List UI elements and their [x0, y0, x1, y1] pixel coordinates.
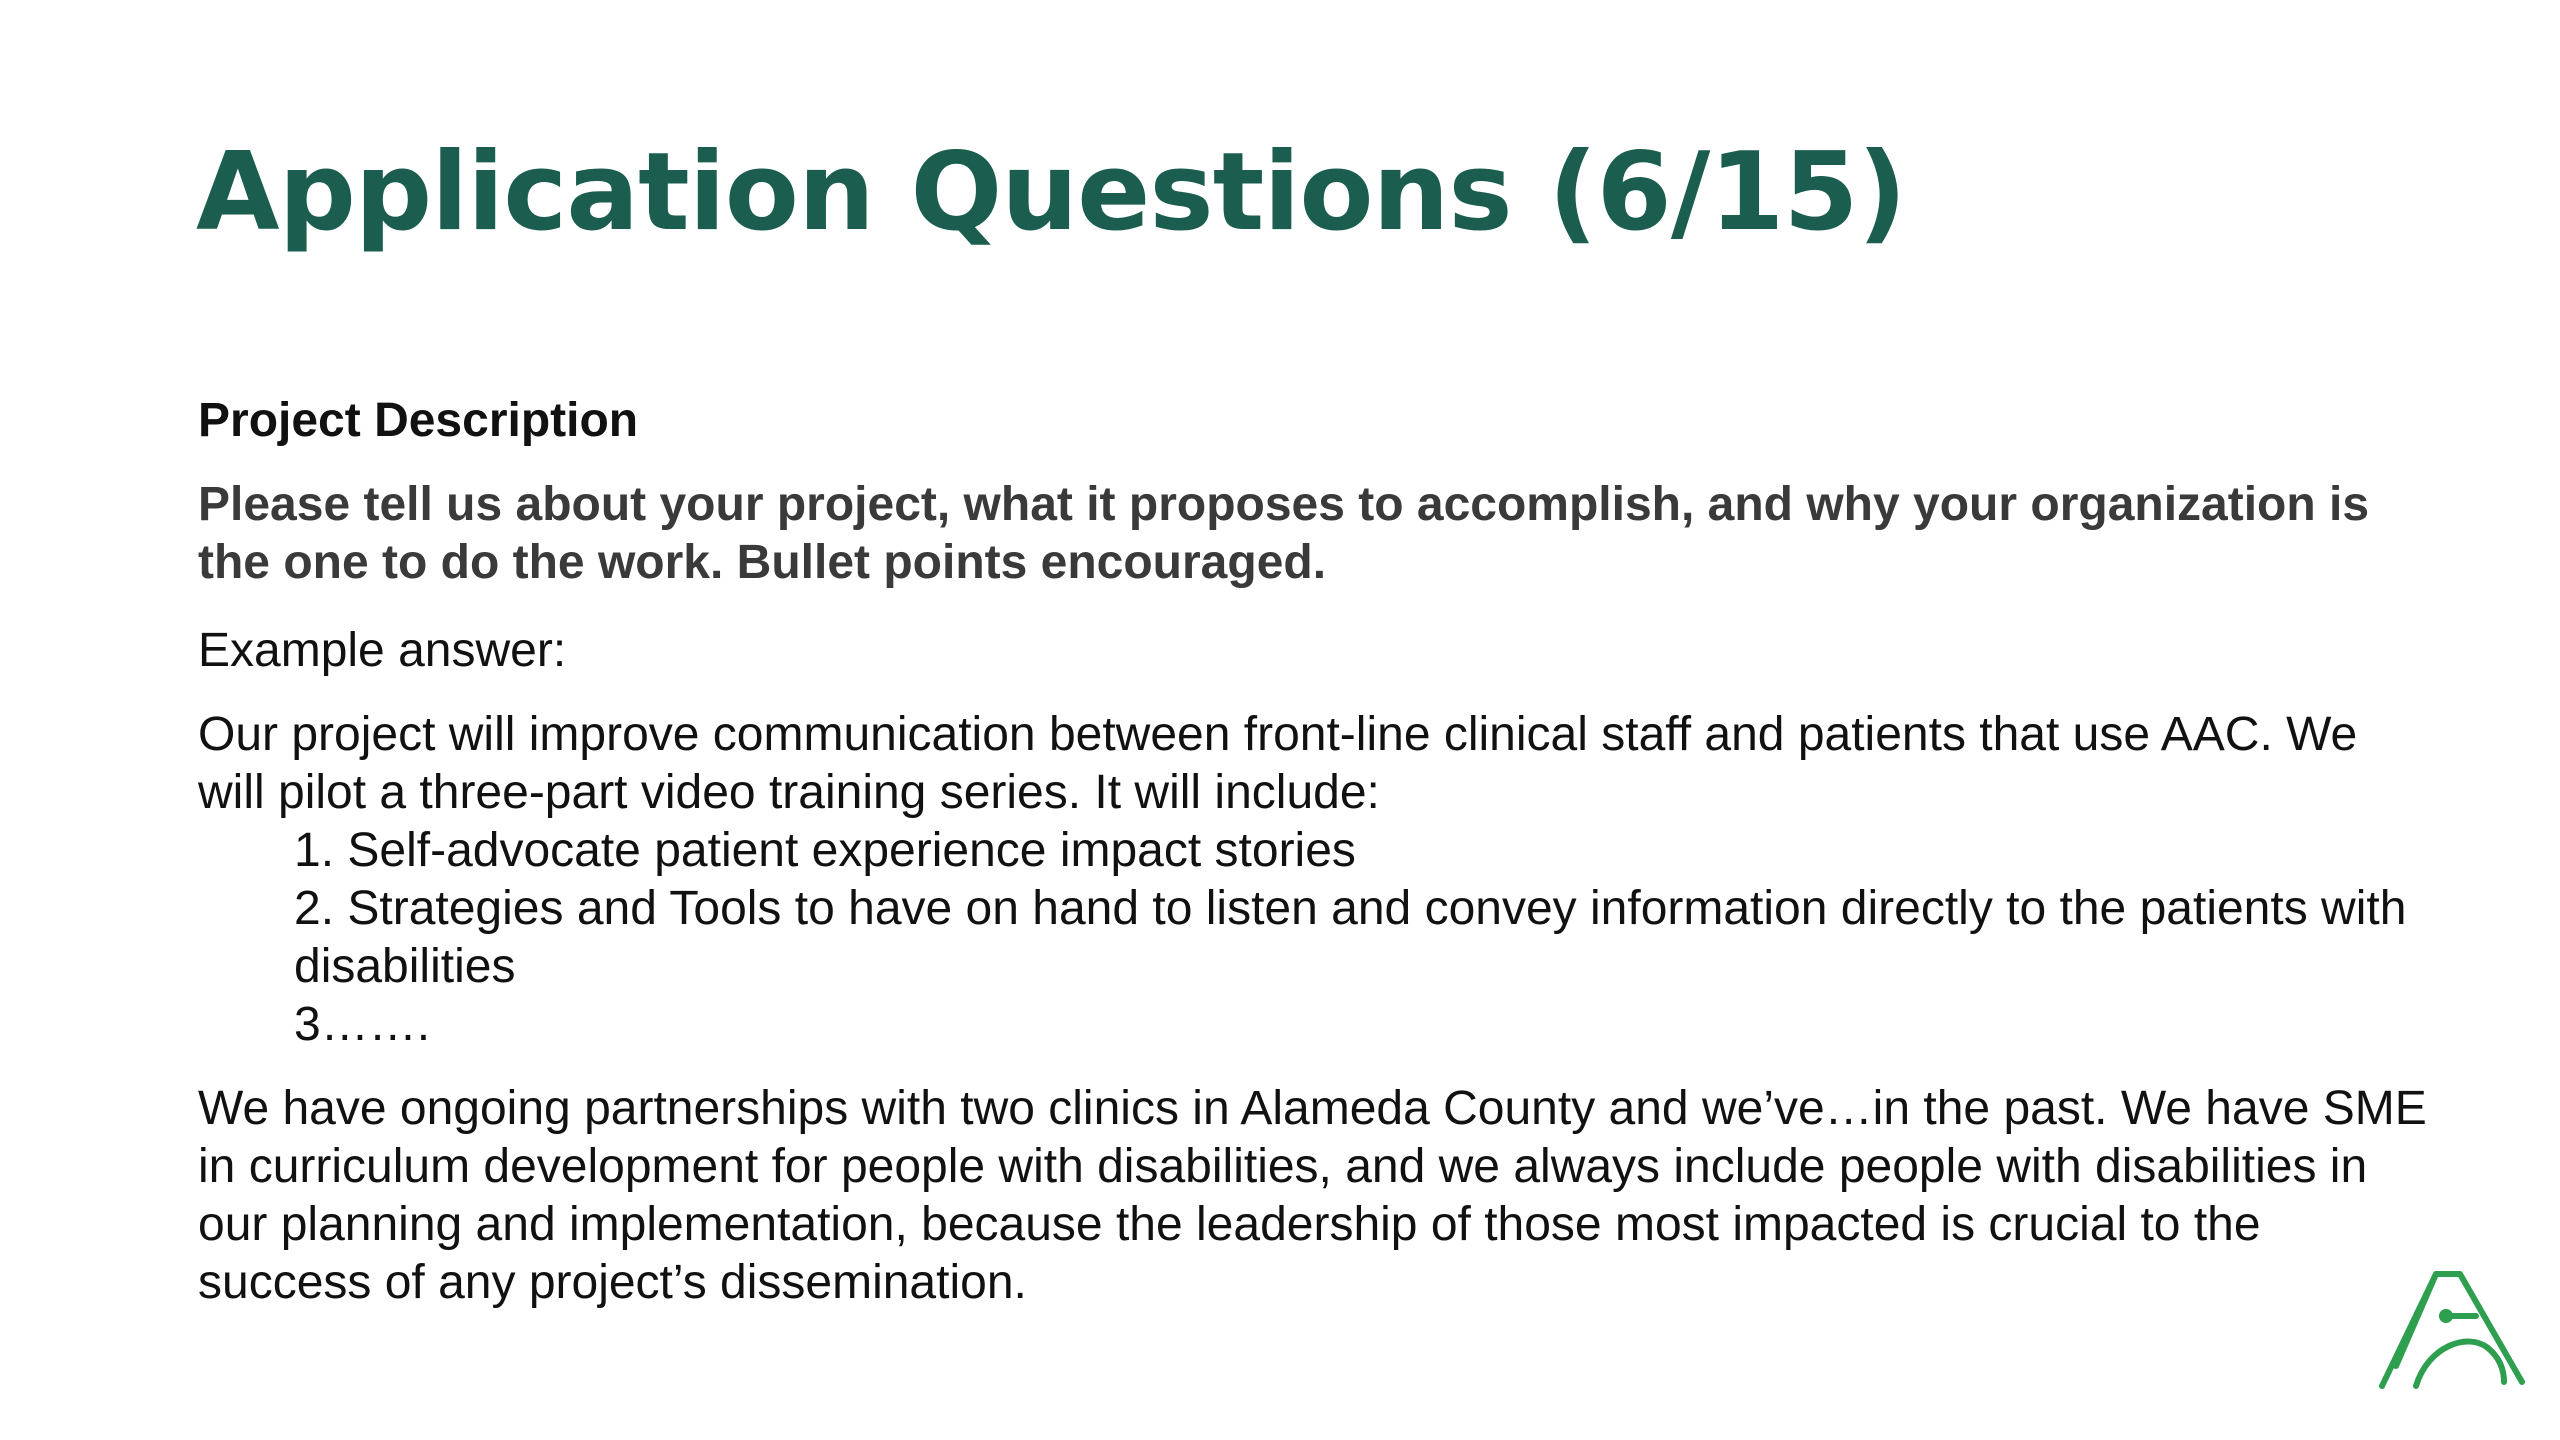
page-title: Application Questions (6/15)	[196, 130, 1906, 255]
section-heading: Project Description	[198, 394, 639, 447]
answer-list	[294, 822, 2428, 1054]
slide-content	[198, 392, 2428, 1312]
list-item: 3…….	[294, 997, 431, 1051]
answer-closing: We have ongoing partnerships with two clinics in Alameda County and we’ve…in the past. We have SME in curriculum development for people with disabilities, and we always include people with disabilities in our planning and implementation, because the leadership of those most impacted is crucial to the success of any project’s dissemination.	[198, 1081, 2427, 1309]
list-item: 1. Self-advocate patient experience impact stories	[294, 823, 1356, 877]
question-prompt: Please tell us about your project, what it proposes to accomplish, and why your organization is the one to do the work. Bullet points encouraged.	[198, 477, 2370, 589]
a-letter-logo-icon	[2376, 1262, 2526, 1392]
example-label: Example answer:	[198, 623, 567, 677]
list-item: 2. Strategies and Tools to have on hand to listen and convey information directly to the patients with disabilities	[294, 881, 2407, 993]
answer-intro: Our project will improve communication between front-line clinical staff and patients that use AAC. We will pilot a three-part video training series. It will include:	[198, 707, 2358, 819]
